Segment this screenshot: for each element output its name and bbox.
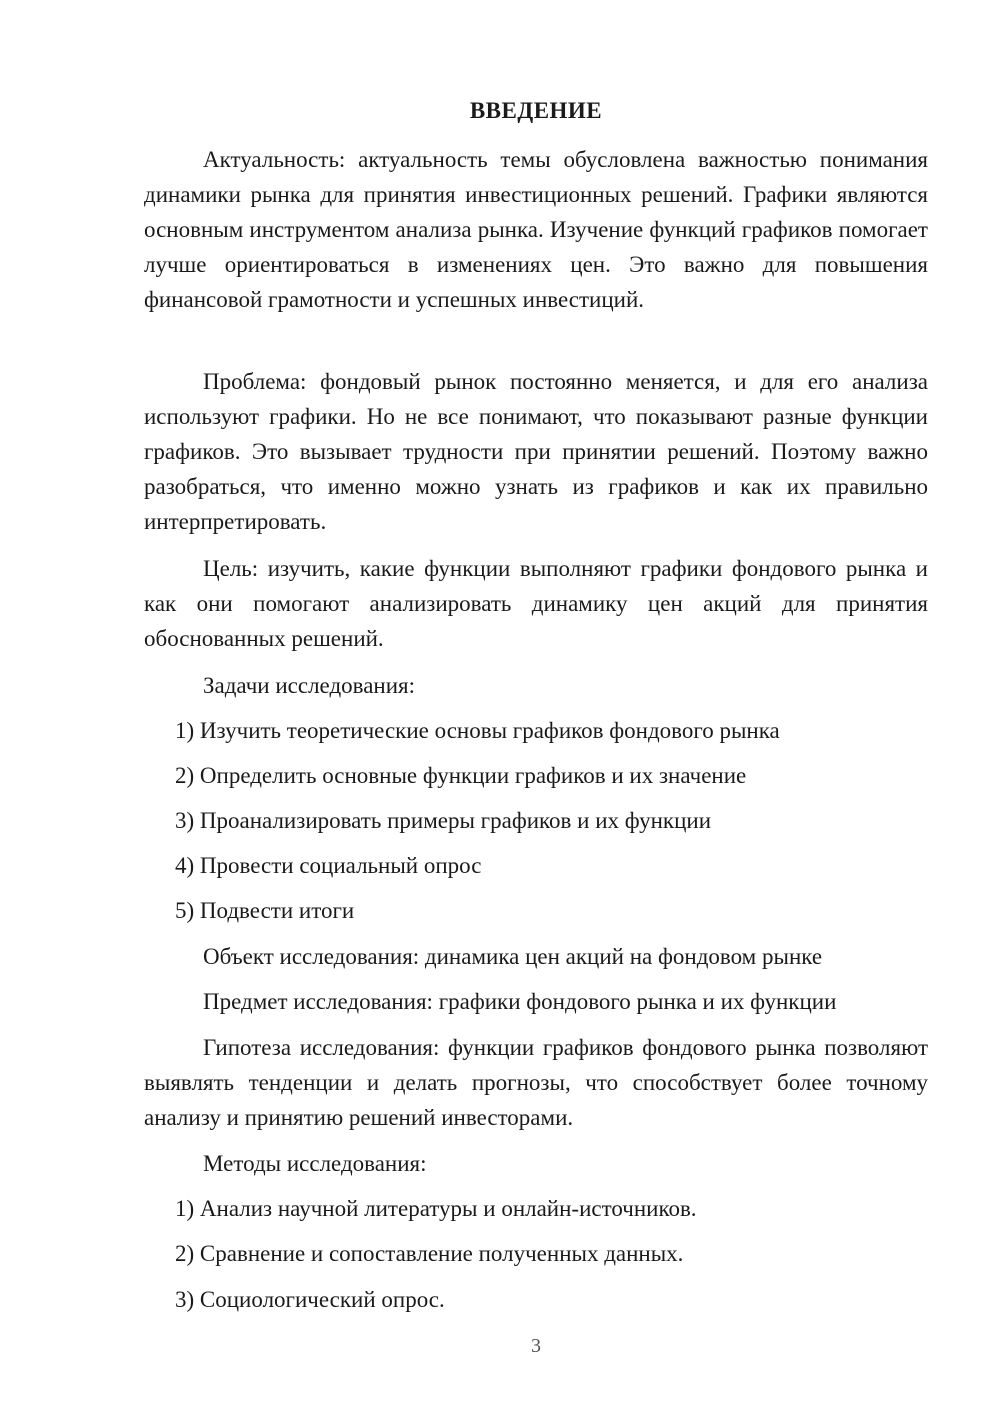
object-line: Объект исследования: динамика цен акций на фондовом рынке xyxy=(203,944,823,969)
relevance-paragraph: Актуальность: актуальность темы обусловлена важностью понимания динамики рынка для принятия инвестиционных решений. Графики являются основным инструментом анализа рынка. Изучение функций графиков помогает лучше ориентироваться в изменениях цен. Это важно для повышения финансовой грамотности и успешных инвестиций. xyxy=(144,147,928,312)
methods-heading: Методы исследования: xyxy=(203,1151,427,1176)
method-item: 1) Анализ научной литературы и онлайн-источников. xyxy=(175,1196,697,1221)
goal-paragraph: Цель: изучить, какие функции выполняют графики фондового рынка и как они помогают анализировать динамику цен акций для принятия обоснованных решений. xyxy=(144,556,928,651)
task-item: 4) Провести социальный опрос xyxy=(175,853,482,878)
hypothesis-paragraph: Гипотеза исследования: функции графиков фондового рынка позволяют выявлять тенденции и делать прогнозы, что способствует более точному анализу и принятию решений инвесторами. xyxy=(144,1035,928,1130)
problem-paragraph: Проблема: фондовый рынок постоянно меняется, и для его анализа используют графики. Но не все понимают, что показывают разные функции графиков. Это вызывает трудности при принятии решений. Поэтому важно разобраться, что именно можно узнать из графиков и как их правильно интерпретировать. xyxy=(144,369,928,534)
page-number: 3 xyxy=(531,1335,541,1357)
task-item: 3) Проанализировать примеры графиков и их функции xyxy=(175,808,711,833)
page-title: ВВЕДЕНИЕ xyxy=(469,98,603,123)
document-page xyxy=(144,0,928,1414)
tasks-heading: Задачи исследования: xyxy=(203,673,416,698)
task-item: 2) Определить основные функции графиков и их значение xyxy=(175,763,747,788)
method-item: 2) Сравнение и сопоставление полученных данных. xyxy=(175,1241,684,1266)
method-item: 3) Социологический опрос. xyxy=(175,1287,445,1312)
task-item: 1) Изучить теоретические основы графиков фондового рынка xyxy=(175,718,780,743)
subject-line: Предмет исследования: графики фондового рынка и их функции xyxy=(203,989,837,1014)
task-item: 5) Подвести итоги xyxy=(175,898,355,923)
